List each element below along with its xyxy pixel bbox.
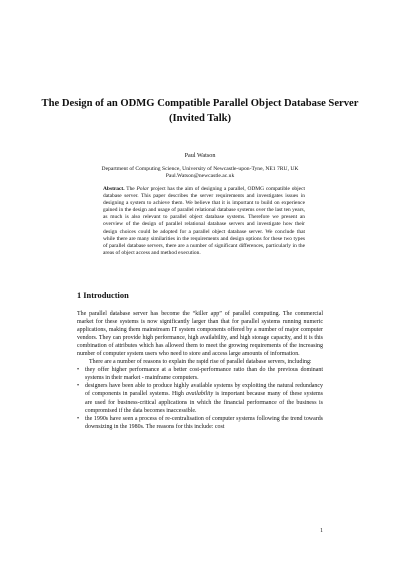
emphasis-text: availability	[186, 391, 214, 398]
list-item-text: the 1990s have seen a process of re-centralisation of computer systems following the trend towards downsizing in the 1980s. The reasons for this include: cost	[85, 415, 323, 430]
affiliation: Department of Computing Science, University of Newcastle-upon-Tyne, NE1 7RU, UK	[101, 166, 299, 172]
abstract	[103, 186, 305, 257]
section-heading: 1 Introduction	[77, 291, 129, 300]
reasons-list	[77, 366, 323, 430]
project-name: Polar	[136, 186, 149, 192]
paper-title: The Design of an ODMG Compatible Parallel Object Database Server (Invited Talk)	[41, 98, 359, 124]
abstract-text-start: The	[124, 186, 137, 192]
list-item	[77, 366, 323, 382]
bullet-icon: •	[77, 367, 80, 374]
list-item-text: designers have been able to produce highly available systems by exploiting the natural redundancy of components in parallel systems. High	[85, 383, 323, 398]
list-item	[77, 382, 323, 414]
intro-paragraph-1: The parallel database server has become the “killer app” of parallel computing. The commercial market for these systems is now significantly larger than that for parallel systems running numeric applications, making them mainstream IT system components offered by a number of major computer vendors. They can provide high performance, high availability, and high storage capacity, and it is this combination of attributes which has allowed them to meet the growing requirements of the increasing number of computer system users who need to store and access large amounts of information.	[77, 311, 323, 358]
abstract-text: project has the aim of designing a parallel, ODMG compatible object database server. This paper describes the server requirements and investigates issues in designing a system to achieve them. We believe that it is important to build on experience gained in the design and usage of parallel relational database systems over the last ten years, as much is also relevant to parallel object database systems. Therefore we present an overview of the design of parallel relational database servers and investigate how their design choices could be adopted for a parallel object database server. We conclude that while there are many similarities in the requirements and design options for these two types of parallel database servers, there are a number of significant differences, particularly in the areas of object access and method execution.	[103, 186, 306, 256]
list-item-text-cont: is important because many of these systems are used for business-critical applications in which the financial performance of the business is compromised if the data becomes inaccessible.	[85, 391, 323, 414]
bullet-icon: •	[77, 383, 80, 390]
section-body	[77, 310, 323, 431]
intro-paragraph-2: There are a number of reasons to explain the rapid rise of parallel database servers, including:	[89, 359, 312, 366]
author-affiliation-block	[40, 166, 360, 180]
author-email: Paul.Watson@newcastle.ac.uk	[165, 173, 235, 180]
bullet-icon: •	[77, 415, 80, 422]
abstract-label: Abstract.	[103, 186, 125, 192]
author-name: Paul Watson	[184, 152, 216, 159]
page-number: 1	[320, 528, 323, 534]
list-item-text: they offer higher performance at a better cost-performance ratio than do the previous dominant systems in their market - mainframe computers.	[85, 367, 323, 382]
list-item	[77, 415, 323, 431]
